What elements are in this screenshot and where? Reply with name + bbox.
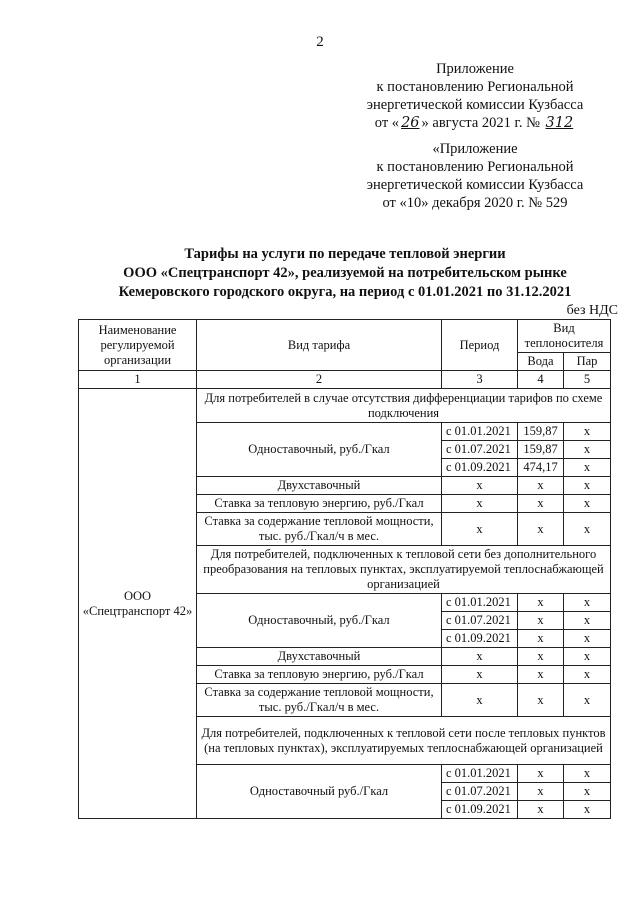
period-cell: х xyxy=(442,648,518,666)
two-rate-label: Двухставочный xyxy=(197,477,442,495)
section-title: Для потребителей в случае отсутствия дифференциации тарифов по схеме подключения xyxy=(197,389,611,423)
capacity-rate-label: Ставка за содержание тепловой мощности, тыс. руб./Гкал/ч в мес. xyxy=(197,513,442,546)
column-number: 1 xyxy=(79,371,197,389)
steam-value: х xyxy=(564,423,611,441)
single-rate-label: Одноставочный, руб./Гкал xyxy=(197,423,442,477)
capacity-rate-label: Ставка за содержание тепловой мощности, тыс. руб./Гкал/ч в мес. xyxy=(197,684,442,717)
section-title: Для потребителей, подключенных к тепловой сети без дополнительного преобразования на тепловых пунктах, эксплуатируемой теплоснабжающей организацией xyxy=(197,546,611,594)
period-cell: с 01.01.2021 xyxy=(442,423,518,441)
energy-rate-label: Ставка за тепловую энергию, руб./Гкал xyxy=(197,495,442,513)
steam-value: х xyxy=(564,765,611,783)
energy-rate-label: Ставка за тепловую энергию, руб./Гкал xyxy=(197,666,442,684)
period-cell: с 01.09.2021 xyxy=(442,459,518,477)
steam-value: х xyxy=(564,684,611,717)
header-tariff-type: Вид тарифа xyxy=(197,320,442,371)
vat-note: без НДС xyxy=(566,303,618,318)
appendix-previous-line4: от «10» декабря 2020 г. № 529 xyxy=(382,195,568,211)
appendix-date-suffix: » августа 2021 г. № xyxy=(421,115,540,131)
steam-value: х xyxy=(564,513,611,546)
steam-value: х xyxy=(564,612,611,630)
column-number: 4 xyxy=(518,371,564,389)
handwritten-number: 312 xyxy=(545,115,574,131)
appendix-current-line1: Приложение xyxy=(436,61,514,77)
organization-cell: ООО «Спецтранспорт 42» xyxy=(79,389,197,819)
water-value: х xyxy=(518,666,564,684)
header-organization: Наименование регулируемой организации xyxy=(79,320,197,371)
steam-value: х xyxy=(564,648,611,666)
appendix-current-date xyxy=(330,114,620,132)
water-value: 159,87 xyxy=(518,423,564,441)
period-cell: х xyxy=(442,495,518,513)
period-cell: х xyxy=(442,513,518,546)
header-carrier: Вид теплоносителя xyxy=(518,320,611,353)
steam-value: х xyxy=(564,459,611,477)
water-value: х xyxy=(518,684,564,717)
column-number: 3 xyxy=(442,371,518,389)
steam-value: х xyxy=(564,801,611,819)
appendix-previous-line1: «Приложение xyxy=(432,141,518,157)
steam-value: х xyxy=(564,666,611,684)
appendix-date-prefix: от « xyxy=(374,115,400,131)
period-cell: с 01.07.2021 xyxy=(442,612,518,630)
water-value: х xyxy=(518,513,564,546)
title-line2: ООО «Спецтранспорт 42», реализуемой на потребительском рынке xyxy=(123,265,567,281)
tariff-table xyxy=(78,319,611,819)
steam-value: х xyxy=(564,783,611,801)
single-rate-label: Одноставочный руб./Гкал xyxy=(197,765,442,819)
column-number: 2 xyxy=(197,371,442,389)
period-cell: с 01.09.2021 xyxy=(442,630,518,648)
water-value: х xyxy=(518,594,564,612)
period-cell: с 01.07.2021 xyxy=(442,783,518,801)
title-line3: Кемеровского городского округа, на период с 01.01.2021 по 31.12.2021 xyxy=(118,284,572,300)
single-rate-label: Одноставочный, руб./Гкал xyxy=(197,594,442,648)
period-cell: с 01.07.2021 xyxy=(442,441,518,459)
period-cell: с 01.01.2021 xyxy=(442,594,518,612)
appendix-previous xyxy=(330,140,620,212)
appendix-previous-line3: энергетической комиссии Кузбасса xyxy=(366,177,584,193)
water-value: х xyxy=(518,648,564,666)
steam-value: х xyxy=(564,441,611,459)
water-value: 159,87 xyxy=(518,441,564,459)
two-rate-label: Двухставочный xyxy=(197,648,442,666)
title-line1: Тарифы на услуги по передаче тепловой энергии xyxy=(184,246,506,262)
header-period: Период xyxy=(442,320,518,371)
appendix-previous-line2: к постановлению Региональной xyxy=(376,159,574,175)
document-title xyxy=(80,245,610,302)
water-value: 474,17 xyxy=(518,459,564,477)
handwritten-day: 26 xyxy=(401,115,420,131)
steam-value: х xyxy=(564,594,611,612)
water-value: х xyxy=(518,783,564,801)
period-cell: х xyxy=(442,477,518,495)
water-value: х xyxy=(518,495,564,513)
column-number: 5 xyxy=(564,371,611,389)
period-cell: х xyxy=(442,684,518,717)
water-value: х xyxy=(518,765,564,783)
steam-value: х xyxy=(564,495,611,513)
section-title: Для потребителей, подключенных к тепловой сети после тепловых пунктов (на тепловых пунктах), эксплуатируемых теплоснабжающей организацией xyxy=(197,717,611,765)
steam-value: х xyxy=(564,477,611,495)
water-value: х xyxy=(518,630,564,648)
period-cell: с 01.09.2021 xyxy=(442,801,518,819)
header-water: Вода xyxy=(518,353,564,371)
water-value: х xyxy=(518,801,564,819)
water-value: х xyxy=(518,477,564,495)
steam-value: х xyxy=(564,630,611,648)
appendix-current xyxy=(330,60,620,132)
page-number: 2 xyxy=(316,34,324,50)
period-cell: с 01.01.2021 xyxy=(442,765,518,783)
appendix-current-line3: энергетической комиссии Кузбасса xyxy=(366,97,584,113)
appendix-current-line2: к постановлению Региональной xyxy=(376,79,574,95)
period-cell: х xyxy=(442,666,518,684)
water-value: х xyxy=(518,612,564,630)
header-steam: Пар xyxy=(564,353,611,371)
